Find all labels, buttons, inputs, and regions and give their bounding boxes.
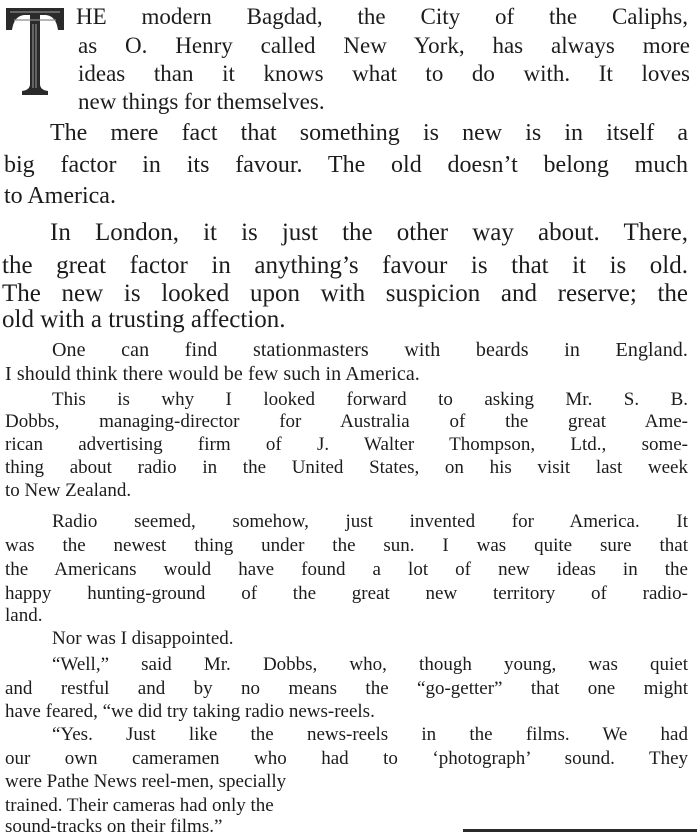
text-line: sound-tracks on their films.”	[5, 816, 223, 837]
text-line: land.	[5, 605, 43, 626]
text-line: our own cameramen who had to ‘photograph’ sound. They	[5, 748, 688, 769]
text-line: Radio seemed, somehow, just invented for America. It	[52, 511, 688, 532]
text-line: HE modern Bagdad, the City of the Caliphs,	[76, 4, 688, 29]
text-line: I should think there would be few such in America.	[5, 363, 420, 385]
text-line: happy hunting-ground of the great new territory of radio-	[5, 583, 688, 604]
text-line: “Well,” said Mr. Dobbs, who, though young, was quiet	[52, 654, 688, 675]
text-line: Dobbs, managing-director for Australia of the great Ame-	[5, 411, 688, 432]
text-line: thing about radio in the United States, on his visit last week	[5, 457, 688, 478]
text-line: the Americans would have found a lot of new ideas in the	[5, 559, 688, 580]
text-line: ideas than it knows what to do with. It loves	[78, 61, 690, 86]
text-line: were Pathe News reel-men, specially	[5, 771, 287, 792]
text-line: was the newest thing under the sun. I was quite sure that	[5, 535, 688, 556]
column-rule	[463, 829, 697, 832]
text-line: the great factor in anything’s favour is that it is old.	[2, 252, 688, 279]
drop-cap-letter	[4, 4, 66, 96]
text-line: The mere fact that something is new is in itself a	[50, 120, 688, 146]
text-line: In London, it is just the other way about. There,	[50, 219, 688, 246]
text-line: big factor in its favour. The old doesn’t belong much	[4, 152, 688, 178]
text-line: to New Zealand.	[5, 480, 132, 501]
text-line: This is why I looked forward to asking Mr. S. B.	[52, 389, 688, 410]
text-line: old with a trusting affection.	[2, 306, 286, 333]
text-line: to America.	[4, 183, 116, 209]
text-line: have feared, “we did try taking radio news-reels.	[5, 701, 375, 722]
text-line: and restful and by no means the “go-getter” that one might	[5, 678, 688, 699]
text-line: new things for themselves.	[78, 89, 325, 114]
text-line: as O. Henry called New York, has always more	[78, 33, 690, 58]
text-line: Nor was I disappointed.	[52, 628, 234, 649]
text-line: trained. Their cameras had only the	[5, 795, 274, 816]
text-line: One can find stationmasters with beards in England.	[52, 339, 688, 361]
text-line: The new is looked upon with suspicion and reserve; the	[2, 280, 688, 307]
text-line: rican advertising firm of J. Walter Thompson, Ltd., some-	[5, 434, 688, 455]
text-line: “Yes. Just like the news-reels in the films. We had	[52, 724, 688, 745]
